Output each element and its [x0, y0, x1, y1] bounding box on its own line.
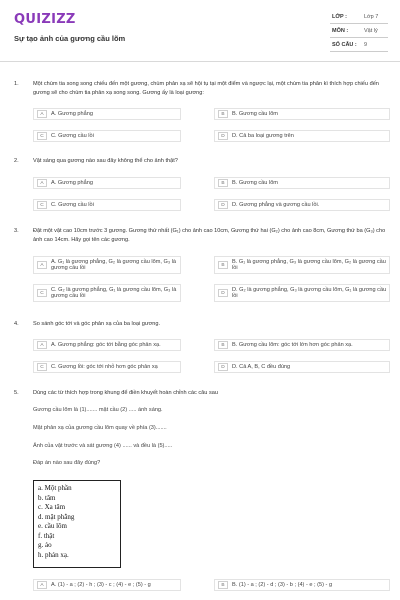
- fill-line: Gương cầu lõm là (1)....... mặt cầu (2) ..... ánh sáng.: [33, 407, 163, 413]
- option-text: A. (1) - a ; (2) - h ; (3) - c ; (4) - e ; (5) - g: [51, 581, 151, 588]
- option-letter: A: [37, 581, 47, 589]
- page-title: Sự tạo ảnh của gương cầu lõm: [14, 34, 126, 43]
- question-text: Vật sáng qua gương nào sau đây không thể cho ảnh thật?: [33, 158, 178, 164]
- q1-option-a[interactable]: [33, 108, 181, 120]
- q4-option-c[interactable]: [33, 361, 181, 373]
- option-text: A. Gương phẳng: [51, 179, 93, 186]
- q5-option-a[interactable]: [33, 579, 181, 591]
- quizizz-logo: QUIZIZZ: [14, 12, 76, 27]
- word-bank-item: g. ảo: [38, 541, 52, 549]
- fill-line: Đáp án nào sau đây đúng?: [33, 460, 101, 466]
- option-letter: C: [37, 132, 47, 140]
- word-bank-item: b. tâm: [38, 493, 56, 502]
- meta-box: [330, 10, 388, 52]
- meta-label: MÔN :: [332, 27, 349, 34]
- option-text: C. Gương cầu lồi: [51, 132, 94, 139]
- fill-line: Mặt phản xạ của gương cầu lõm quay về phía (3).......: [33, 425, 167, 431]
- word-bank-item: c. Xa tâm: [38, 503, 66, 511]
- option-letter: B: [218, 179, 228, 187]
- word-bank-item: a. Một phần: [38, 484, 72, 492]
- q2-option-d[interactable]: [214, 199, 390, 211]
- question-text: Một chùm tia song song chiếu đến một gương, chùm phản xạ sẽ hội tụ tại một điểm và ngược lại, một chùm tia phân kì thích hợp chiếu đến gương sẽ cho chùm tia phản xạ song song. Gương ấy là loại gương:: [33, 81, 379, 96]
- option-letter: C: [37, 289, 47, 297]
- meta-row-subject: [330, 24, 388, 38]
- question-number: 2.: [14, 158, 19, 164]
- option-text: D. Cả ba loại gương trên: [232, 132, 294, 139]
- q3-option-d[interactable]: [214, 284, 390, 302]
- option-text: A. Gương phẳng: [51, 110, 93, 117]
- option-text: A. G₁ là gương phẳng, G₂ là gương cầu lõm, G₃ là gương cầu lồi: [51, 258, 177, 271]
- option-letter: C: [37, 363, 47, 371]
- option-letter: A: [37, 261, 47, 269]
- meta-value: Vật lý: [364, 27, 378, 34]
- word-bank-box: [33, 480, 121, 568]
- option-letter: B: [218, 581, 228, 589]
- option-text: B. Gương cầu lõm: [232, 179, 278, 186]
- q3-option-b[interactable]: [214, 256, 390, 274]
- option-text: B. Gương cầu lõm: [232, 110, 278, 117]
- q2-option-a[interactable]: [33, 177, 181, 189]
- word-bank-item: e. cầu lõm: [38, 522, 67, 530]
- option-letter: C: [37, 201, 47, 209]
- q4-option-a[interactable]: [33, 339, 181, 351]
- option-letter: D: [218, 289, 228, 297]
- option-text: D. Gương phẳng và gương cầu lồi.: [232, 201, 320, 208]
- option-text: C. G₂ là gương phẳng, G₁ là gương cầu lõm, G₃ là gương cầu lồi: [51, 286, 177, 299]
- option-letter: A: [37, 110, 47, 118]
- option-letter: B: [218, 341, 228, 349]
- question-text: So sánh góc tới và góc phản xạ của ba loại gương.: [33, 321, 161, 327]
- option-letter: A: [37, 341, 47, 349]
- word-bank-item: h. phản xạ.: [38, 550, 69, 559]
- option-letter: B: [218, 110, 228, 118]
- option-text: D. G₂ là gương phẳng, G₃ là gương cầu lõm, G₁ là gương cầu lồi: [232, 286, 387, 299]
- question-text: Đặt một vật cao 10cm trước 3 gương. Gương thứ nhất (G₁) cho ảnh cao 10cm, Gương thứ hai (G₂) cho ảnh cao 8cm, Gương thứ ba (G₃) cho ảnh cao 14cm. Hãy gọi tên các gương.: [33, 228, 386, 243]
- option-text: A. Gương phẳng: góc tới bằng góc phản xạ.: [51, 341, 161, 348]
- header: [0, 0, 400, 62]
- question-number: 5.: [14, 390, 19, 396]
- option-text: C. Gương cầu lồi: [51, 201, 94, 208]
- q1-option-b[interactable]: [214, 108, 390, 120]
- q3-option-c[interactable]: [33, 284, 181, 302]
- q4-option-d[interactable]: [214, 361, 390, 373]
- option-text: B. G₁ là gương phẳng, G₃ là gương cầu lõm, G₂ là gương cầu lồi: [232, 258, 386, 271]
- q4-option-b[interactable]: [214, 339, 390, 351]
- q2-option-b[interactable]: [214, 177, 390, 189]
- option-letter: D: [218, 201, 228, 209]
- fill-line: Ảnh của vật trước và sát gương (4) ...... và đều là (5).....: [33, 443, 173, 449]
- option-text: B. Gương cầu lõm: góc tới lớn hơn góc phản xạ.: [232, 341, 353, 348]
- option-letter: D: [218, 363, 228, 371]
- option-text: D. Cả A, B, C đều đúng: [232, 363, 291, 370]
- option-text: B. (1) - a ; (2) - d ; (3) - b ; (4) - e ; (5) - g: [232, 581, 333, 588]
- q5-option-b[interactable]: [214, 579, 390, 591]
- option-letter: A: [37, 179, 47, 187]
- meta-row-count: [330, 38, 388, 52]
- meta-value: Lớp 7: [364, 13, 379, 20]
- option-text: C. Gương lồi: góc tới nhỏ hơn góc phản xạ: [51, 363, 158, 370]
- question-number: 1.: [14, 81, 19, 87]
- option-letter: B: [218, 261, 228, 269]
- q2-option-c[interactable]: [33, 199, 181, 211]
- option-letter: D: [218, 132, 228, 140]
- q1-option-c[interactable]: [33, 130, 181, 142]
- q3-option-a[interactable]: [33, 256, 181, 274]
- question-number: 3.: [14, 228, 19, 234]
- meta-value: 9: [364, 41, 368, 48]
- question-text: Dùng các từ thích hợp trong khung để điền khuyết hoàn chỉnh các câu sau: [33, 390, 218, 396]
- meta-row-grade: [330, 10, 388, 24]
- q1-option-d[interactable]: [214, 130, 390, 142]
- question-number: 4.: [14, 321, 19, 327]
- meta-label: SỐ CÂU :: [332, 41, 357, 48]
- meta-label: LỚP :: [332, 13, 347, 20]
- word-bank-item: f. thật: [38, 531, 55, 540]
- word-bank-item: d. mặt phẳng: [38, 512, 75, 521]
